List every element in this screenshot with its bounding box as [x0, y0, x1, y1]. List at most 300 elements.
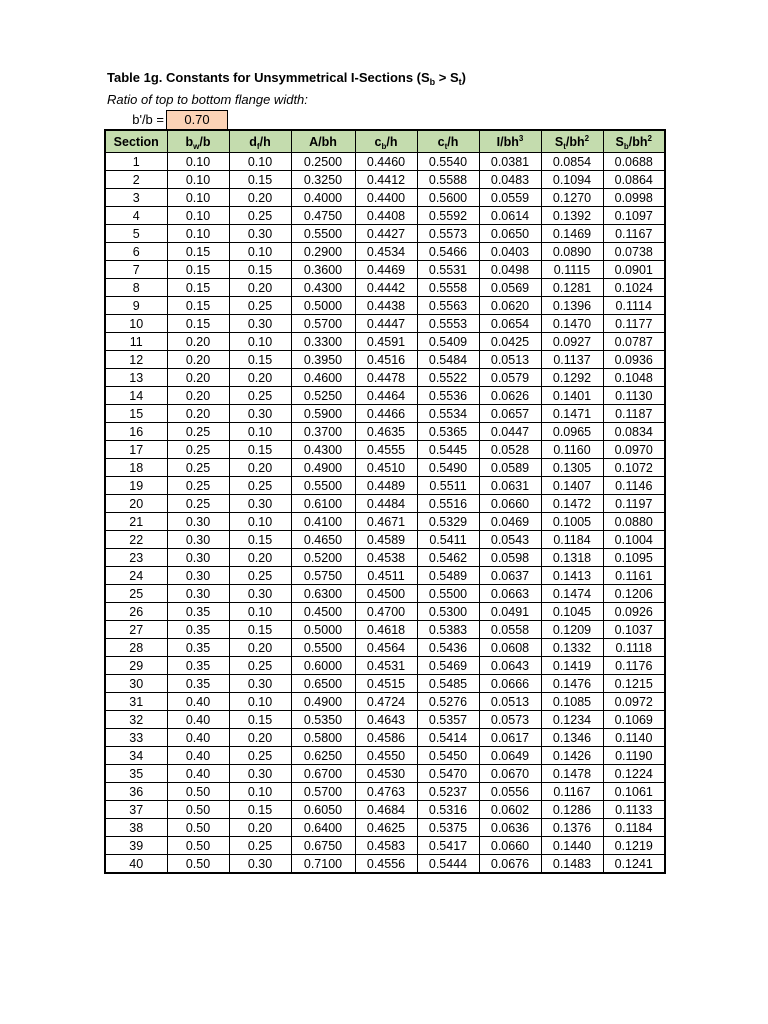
- table-cell-cb-h: 0.4635: [355, 423, 417, 441]
- table-cell-st-bh2: 0.1137: [541, 351, 603, 369]
- header-text-part: c: [437, 134, 445, 149]
- table-cell-a-bh: 0.4900: [291, 459, 355, 477]
- table-row: [105, 513, 665, 531]
- table-cell-cb-h: 0.4555: [355, 441, 417, 459]
- table-cell-section: 33: [105, 729, 167, 747]
- table-row: [105, 459, 665, 477]
- table-cell-a-bh: 0.6250: [291, 747, 355, 765]
- table-cell-sb-bh2: 0.1095: [603, 549, 665, 567]
- header-text-part: w: [193, 141, 200, 151]
- table-cell-section: 8: [105, 279, 167, 297]
- table-row: [105, 711, 665, 729]
- table-cell-section: 28: [105, 639, 167, 657]
- table-cell-i-bh3: 0.0649: [479, 747, 541, 765]
- table-cell-sb-bh2: 0.1114: [603, 297, 665, 315]
- column-header-bw-b: [167, 130, 229, 153]
- table-cell-a-bh: 0.5350: [291, 711, 355, 729]
- table-cell-a-bh: 0.3250: [291, 171, 355, 189]
- table-cell-df-h: 0.20: [229, 819, 291, 837]
- table-row: [105, 387, 665, 405]
- table-cell-sb-bh2: 0.0738: [603, 243, 665, 261]
- table-cell-bw-b: 0.30: [167, 585, 229, 603]
- table-cell-a-bh: 0.4600: [291, 369, 355, 387]
- table-cell-ct-h: 0.5417: [417, 837, 479, 855]
- table-cell-st-bh2: 0.1401: [541, 387, 603, 405]
- table-cell-st-bh2: 0.1234: [541, 711, 603, 729]
- table-cell-i-bh3: 0.0491: [479, 603, 541, 621]
- table-cell-sb-bh2: 0.1133: [603, 801, 665, 819]
- table-cell-df-h: 0.15: [229, 801, 291, 819]
- table-row: [105, 657, 665, 675]
- table-cell-cb-h: 0.4427: [355, 225, 417, 243]
- table-cell-i-bh3: 0.0425: [479, 333, 541, 351]
- table-cell-a-bh: 0.5700: [291, 315, 355, 333]
- table-cell-sb-bh2: 0.0972: [603, 693, 665, 711]
- table-cell-cb-h: 0.4700: [355, 603, 417, 621]
- table-cell-a-bh: 0.4000: [291, 189, 355, 207]
- table-cell-section: 1: [105, 153, 167, 171]
- table-cell-df-h: 0.20: [229, 459, 291, 477]
- table-cell-cb-h: 0.4412: [355, 171, 417, 189]
- table-cell-i-bh3: 0.0469: [479, 513, 541, 531]
- table-cell-cb-h: 0.4510: [355, 459, 417, 477]
- table-cell-df-h: 0.10: [229, 783, 291, 801]
- table-cell-st-bh2: 0.1115: [541, 261, 603, 279]
- table-cell-a-bh: 0.5200: [291, 549, 355, 567]
- table-cell-cb-h: 0.4478: [355, 369, 417, 387]
- table-row: [105, 351, 665, 369]
- table-cell-section: 14: [105, 387, 167, 405]
- table-cell-section: 29: [105, 657, 167, 675]
- table-cell-df-h: 0.10: [229, 243, 291, 261]
- table-cell-i-bh3: 0.0579: [479, 369, 541, 387]
- table-row: [105, 531, 665, 549]
- table-cell-section: 7: [105, 261, 167, 279]
- table-cell-section: 30: [105, 675, 167, 693]
- table-cell-df-h: 0.30: [229, 225, 291, 243]
- table-cell-cb-h: 0.4589: [355, 531, 417, 549]
- table-cell-cb-h: 0.4763: [355, 783, 417, 801]
- table-cell-section: 32: [105, 711, 167, 729]
- table-cell-a-bh: 0.6100: [291, 495, 355, 513]
- table-cell-bw-b: 0.30: [167, 549, 229, 567]
- table-cell-i-bh3: 0.0666: [479, 675, 541, 693]
- table-cell-i-bh3: 0.0569: [479, 279, 541, 297]
- table-cell-st-bh2: 0.1376: [541, 819, 603, 837]
- table-cell-st-bh2: 0.0965: [541, 423, 603, 441]
- table-cell-df-h: 0.30: [229, 495, 291, 513]
- table-cell-bw-b: 0.25: [167, 423, 229, 441]
- table-cell-a-bh: 0.6700: [291, 765, 355, 783]
- table-cell-i-bh3: 0.0559: [479, 189, 541, 207]
- table-cell-section: 16: [105, 423, 167, 441]
- table-cell-ct-h: 0.5469: [417, 657, 479, 675]
- header-text-part: Section: [113, 134, 159, 149]
- table-row: [105, 423, 665, 441]
- table-cell-section: 13: [105, 369, 167, 387]
- table-cell-df-h: 0.15: [229, 171, 291, 189]
- table-cell-bw-b: 0.30: [167, 513, 229, 531]
- table-cell-cb-h: 0.4442: [355, 279, 417, 297]
- table-cell-section: 38: [105, 819, 167, 837]
- table-cell-cb-h: 0.4464: [355, 387, 417, 405]
- table-cell-cb-h: 0.4466: [355, 405, 417, 423]
- table-cell-st-bh2: 0.1332: [541, 639, 603, 657]
- table-row: [105, 675, 665, 693]
- table-cell-i-bh3: 0.0631: [479, 477, 541, 495]
- table-cell-st-bh2: 0.1160: [541, 441, 603, 459]
- table-cell-sb-bh2: 0.0688: [603, 153, 665, 171]
- table-cell-section: 9: [105, 297, 167, 315]
- table-cell-cb-h: 0.4550: [355, 747, 417, 765]
- table-row: [105, 747, 665, 765]
- table-cell-st-bh2: 0.1392: [541, 207, 603, 225]
- title-sub-t: t: [458, 77, 462, 87]
- header-text-part: I/bh: [496, 134, 519, 149]
- table-cell-cb-h: 0.4538: [355, 549, 417, 567]
- table-cell-sb-bh2: 0.1187: [603, 405, 665, 423]
- table-cell-df-h: 0.10: [229, 513, 291, 531]
- table-cell-df-h: 0.20: [229, 369, 291, 387]
- table-cell-cb-h: 0.4591: [355, 333, 417, 351]
- table-cell-st-bh2: 0.0927: [541, 333, 603, 351]
- table-cell-cb-h: 0.4438: [355, 297, 417, 315]
- header-text-part: b: [623, 141, 629, 151]
- table-row: [105, 693, 665, 711]
- table-row: [105, 603, 665, 621]
- table-cell-section: 6: [105, 243, 167, 261]
- table-cell-df-h: 0.20: [229, 639, 291, 657]
- table-cell-sb-bh2: 0.0926: [603, 603, 665, 621]
- table-cell-df-h: 0.30: [229, 675, 291, 693]
- table-cell-st-bh2: 0.1407: [541, 477, 603, 495]
- column-header-st-bh2: [541, 130, 603, 153]
- table-cell-i-bh3: 0.0573: [479, 711, 541, 729]
- table-cell-i-bh3: 0.0657: [479, 405, 541, 423]
- table-cell-df-h: 0.25: [229, 567, 291, 585]
- table-cell-sb-bh2: 0.0970: [603, 441, 665, 459]
- table-cell-ct-h: 0.5511: [417, 477, 479, 495]
- ratio-value-cell[interactable]: 0.70: [166, 110, 228, 129]
- table-cell-sb-bh2: 0.1048: [603, 369, 665, 387]
- table-cell-sb-bh2: 0.1190: [603, 747, 665, 765]
- table-cell-bw-b: 0.25: [167, 441, 229, 459]
- table-cell-st-bh2: 0.1292: [541, 369, 603, 387]
- table-cell-section: 20: [105, 495, 167, 513]
- table-cell-sb-bh2: 0.1037: [603, 621, 665, 639]
- table-cell-i-bh3: 0.0558: [479, 621, 541, 639]
- header-text-part: S: [615, 134, 624, 149]
- table-cell-section: 36: [105, 783, 167, 801]
- table-cell-df-h: 0.15: [229, 531, 291, 549]
- table-cell-st-bh2: 0.1476: [541, 675, 603, 693]
- table-cell-a-bh: 0.4900: [291, 693, 355, 711]
- table-cell-a-bh: 0.6050: [291, 801, 355, 819]
- table-cell-a-bh: 0.2900: [291, 243, 355, 261]
- table-cell-section: 24: [105, 567, 167, 585]
- table-cell-a-bh: 0.4100: [291, 513, 355, 531]
- table-cell-section: 37: [105, 801, 167, 819]
- table-row: [105, 729, 665, 747]
- table-cell-bw-b: 0.25: [167, 459, 229, 477]
- table-cell-i-bh3: 0.0654: [479, 315, 541, 333]
- table-cell-st-bh2: 0.1085: [541, 693, 603, 711]
- table-cell-bw-b: 0.40: [167, 729, 229, 747]
- table-cell-ct-h: 0.5276: [417, 693, 479, 711]
- table-cell-ct-h: 0.5573: [417, 225, 479, 243]
- table-cell-bw-b: 0.35: [167, 639, 229, 657]
- table-cell-df-h: 0.10: [229, 603, 291, 621]
- table-row: [105, 207, 665, 225]
- table-row: [105, 819, 665, 837]
- table-cell-sb-bh2: 0.1219: [603, 837, 665, 855]
- table-cell-i-bh3: 0.0614: [479, 207, 541, 225]
- table-cell-sb-bh2: 0.1024: [603, 279, 665, 297]
- table-cell-df-h: 0.30: [229, 405, 291, 423]
- table-cell-ct-h: 0.5466: [417, 243, 479, 261]
- table-cell-cb-h: 0.4530: [355, 765, 417, 783]
- table-cell-st-bh2: 0.1470: [541, 315, 603, 333]
- table-cell-i-bh3: 0.0556: [479, 783, 541, 801]
- table-cell-i-bh3: 0.0670: [479, 765, 541, 783]
- table-cell-cb-h: 0.4724: [355, 693, 417, 711]
- table-cell-a-bh: 0.6500: [291, 675, 355, 693]
- table-cell-ct-h: 0.5485: [417, 675, 479, 693]
- table-cell-ct-h: 0.5436: [417, 639, 479, 657]
- table-row: [105, 261, 665, 279]
- table-row: [105, 585, 665, 603]
- table-cell-st-bh2: 0.1413: [541, 567, 603, 585]
- header-text-part: 2: [584, 133, 590, 143]
- table-cell-a-bh: 0.6300: [291, 585, 355, 603]
- table-cell-cb-h: 0.4534: [355, 243, 417, 261]
- table-cell-bw-b: 0.40: [167, 765, 229, 783]
- table-cell-i-bh3: 0.0650: [479, 225, 541, 243]
- ratio-label: b'/b =: [132, 112, 164, 127]
- table-cell-ct-h: 0.5316: [417, 801, 479, 819]
- column-header-a-bh: [291, 130, 355, 153]
- table-cell-a-bh: 0.5800: [291, 729, 355, 747]
- table-cell-ct-h: 0.5531: [417, 261, 479, 279]
- table-cell-df-h: 0.25: [229, 207, 291, 225]
- table-cell-bw-b: 0.50: [167, 783, 229, 801]
- table-row: [105, 837, 665, 855]
- table-row: [105, 333, 665, 351]
- table-cell-section: 3: [105, 189, 167, 207]
- table-cell-section: 21: [105, 513, 167, 531]
- table-cell-i-bh3: 0.0676: [479, 855, 541, 874]
- table-cell-st-bh2: 0.1318: [541, 549, 603, 567]
- table-cell-df-h: 0.20: [229, 279, 291, 297]
- table-row: [105, 783, 665, 801]
- table-cell-ct-h: 0.5444: [417, 855, 479, 874]
- table-cell-sb-bh2: 0.1140: [603, 729, 665, 747]
- table-cell-cb-h: 0.4460: [355, 153, 417, 171]
- constants-table: [104, 129, 666, 874]
- table-cell-section: 35: [105, 765, 167, 783]
- table-cell-sb-bh2: 0.1069: [603, 711, 665, 729]
- table-cell-cb-h: 0.4489: [355, 477, 417, 495]
- table-cell-df-h: 0.15: [229, 441, 291, 459]
- table-cell-st-bh2: 0.1305: [541, 459, 603, 477]
- table-row: [105, 765, 665, 783]
- table-cell-i-bh3: 0.0447: [479, 423, 541, 441]
- table-cell-cb-h: 0.4625: [355, 819, 417, 837]
- header-text-part: f: [256, 141, 260, 151]
- table-cell-st-bh2: 0.1419: [541, 657, 603, 675]
- table-cell-bw-b: 0.30: [167, 567, 229, 585]
- table-cell-i-bh3: 0.0602: [479, 801, 541, 819]
- table-cell-i-bh3: 0.0498: [479, 261, 541, 279]
- table-cell-st-bh2: 0.1478: [541, 765, 603, 783]
- table-cell-i-bh3: 0.0589: [479, 459, 541, 477]
- table-cell-ct-h: 0.5490: [417, 459, 479, 477]
- table-cell-sb-bh2: 0.1130: [603, 387, 665, 405]
- table-cell-bw-b: 0.10: [167, 189, 229, 207]
- table-cell-sb-bh2: 0.1061: [603, 783, 665, 801]
- table-cell-df-h: 0.15: [229, 621, 291, 639]
- table-row: [105, 801, 665, 819]
- table-cell-i-bh3: 0.0620: [479, 297, 541, 315]
- header-text-part: t: [444, 141, 448, 151]
- table-cell-ct-h: 0.5563: [417, 297, 479, 315]
- table-cell-ct-h: 0.5329: [417, 513, 479, 531]
- table-cell-a-bh: 0.5900: [291, 405, 355, 423]
- table-cell-section: 34: [105, 747, 167, 765]
- table-cell-st-bh2: 0.1426: [541, 747, 603, 765]
- table-cell-df-h: 0.25: [229, 747, 291, 765]
- table-cell-st-bh2: 0.1483: [541, 855, 603, 874]
- table-cell-st-bh2: 0.1270: [541, 189, 603, 207]
- table-row: [105, 441, 665, 459]
- table-row: [105, 405, 665, 423]
- table-row: [105, 567, 665, 585]
- table-cell-st-bh2: 0.1474: [541, 585, 603, 603]
- table-cell-sb-bh2: 0.1224: [603, 765, 665, 783]
- table-cell-cb-h: 0.4408: [355, 207, 417, 225]
- table-row: [105, 279, 665, 297]
- table-cell-ct-h: 0.5592: [417, 207, 479, 225]
- table-cell-a-bh: 0.6750: [291, 837, 355, 855]
- table-cell-bw-b: 0.40: [167, 711, 229, 729]
- table-cell-sb-bh2: 0.1184: [603, 819, 665, 837]
- table-cell-ct-h: 0.5411: [417, 531, 479, 549]
- header-text-part: t: [563, 141, 566, 151]
- table-cell-cb-h: 0.4586: [355, 729, 417, 747]
- table-cell-ct-h: 0.5516: [417, 495, 479, 513]
- table-cell-bw-b: 0.25: [167, 495, 229, 513]
- column-header-ct-h: [417, 130, 479, 153]
- table-cell-st-bh2: 0.1167: [541, 783, 603, 801]
- table-cell-cb-h: 0.4516: [355, 351, 417, 369]
- table-cell-sb-bh2: 0.1118: [603, 639, 665, 657]
- table-cell-st-bh2: 0.0890: [541, 243, 603, 261]
- table-cell-ct-h: 0.5383: [417, 621, 479, 639]
- table-cell-ct-h: 0.5522: [417, 369, 479, 387]
- table-cell-i-bh3: 0.0608: [479, 639, 541, 657]
- table-cell-bw-b: 0.30: [167, 531, 229, 549]
- table-cell-a-bh: 0.5750: [291, 567, 355, 585]
- table-row: [105, 297, 665, 315]
- table-cell-bw-b: 0.40: [167, 693, 229, 711]
- table-cell-bw-b: 0.35: [167, 675, 229, 693]
- table-cell-sb-bh2: 0.0998: [603, 189, 665, 207]
- table-row: [105, 477, 665, 495]
- table-cell-i-bh3: 0.0626: [479, 387, 541, 405]
- table-cell-bw-b: 0.10: [167, 171, 229, 189]
- table-cell-df-h: 0.25: [229, 477, 291, 495]
- title-sub-b: b: [429, 77, 436, 87]
- table-cell-bw-b: 0.10: [167, 225, 229, 243]
- table-cell-ct-h: 0.5462: [417, 549, 479, 567]
- table-cell-bw-b: 0.15: [167, 297, 229, 315]
- table-cell-i-bh3: 0.0483: [479, 171, 541, 189]
- header-text-part: 3: [518, 133, 524, 143]
- table-cell-st-bh2: 0.1440: [541, 837, 603, 855]
- table-cell-sb-bh2: 0.1004: [603, 531, 665, 549]
- table-cell-df-h: 0.25: [229, 387, 291, 405]
- table-cell-ct-h: 0.5450: [417, 747, 479, 765]
- header-text-part: /b: [199, 134, 211, 149]
- table-row: [105, 243, 665, 261]
- table-cell-df-h: 0.25: [229, 657, 291, 675]
- table-cell-ct-h: 0.5558: [417, 279, 479, 297]
- table-cell-df-h: 0.15: [229, 351, 291, 369]
- table-body: [105, 153, 665, 874]
- table-cell-st-bh2: 0.1469: [541, 225, 603, 243]
- table-cell-bw-b: 0.20: [167, 351, 229, 369]
- title-suffix: ): [461, 70, 467, 85]
- table-cell-section: 10: [105, 315, 167, 333]
- title-mid: > S: [435, 70, 459, 85]
- table-cell-bw-b: 0.50: [167, 801, 229, 819]
- table-row: [105, 171, 665, 189]
- table-cell-a-bh: 0.6400: [291, 819, 355, 837]
- table-cell-bw-b: 0.15: [167, 261, 229, 279]
- table-cell-st-bh2: 0.1346: [541, 729, 603, 747]
- table-cell-a-bh: 0.3700: [291, 423, 355, 441]
- table-cell-ct-h: 0.5445: [417, 441, 479, 459]
- table-cell-i-bh3: 0.0513: [479, 693, 541, 711]
- table-cell-section: 25: [105, 585, 167, 603]
- table-cell-ct-h: 0.5489: [417, 567, 479, 585]
- table-cell-sb-bh2: 0.1176: [603, 657, 665, 675]
- table-cell-cb-h: 0.4684: [355, 801, 417, 819]
- table-cell-cb-h: 0.4556: [355, 855, 417, 874]
- table-cell-a-bh: 0.3950: [291, 351, 355, 369]
- table-cell-df-h: 0.10: [229, 153, 291, 171]
- table-cell-cb-h: 0.4511: [355, 567, 417, 585]
- table-cell-ct-h: 0.5357: [417, 711, 479, 729]
- table-cell-a-bh: 0.4750: [291, 207, 355, 225]
- table-cell-df-h: 0.15: [229, 261, 291, 279]
- table-cell-section: 15: [105, 405, 167, 423]
- table-cell-a-bh: 0.7100: [291, 855, 355, 874]
- table-cell-ct-h: 0.5588: [417, 171, 479, 189]
- table-cell-ct-h: 0.5375: [417, 819, 479, 837]
- table-title: [107, 70, 466, 85]
- table-row: [105, 315, 665, 333]
- table-cell-a-bh: 0.5000: [291, 297, 355, 315]
- table-cell-df-h: 0.15: [229, 711, 291, 729]
- table-cell-a-bh: 0.5000: [291, 621, 355, 639]
- table-cell-sb-bh2: 0.0864: [603, 171, 665, 189]
- table-cell-df-h: 0.30: [229, 855, 291, 874]
- table-subtitle: Ratio of top to bottom flange width:: [107, 92, 308, 107]
- table-cell-df-h: 0.10: [229, 423, 291, 441]
- table-cell-a-bh: 0.4300: [291, 441, 355, 459]
- header-text-part: /bh: [565, 134, 585, 149]
